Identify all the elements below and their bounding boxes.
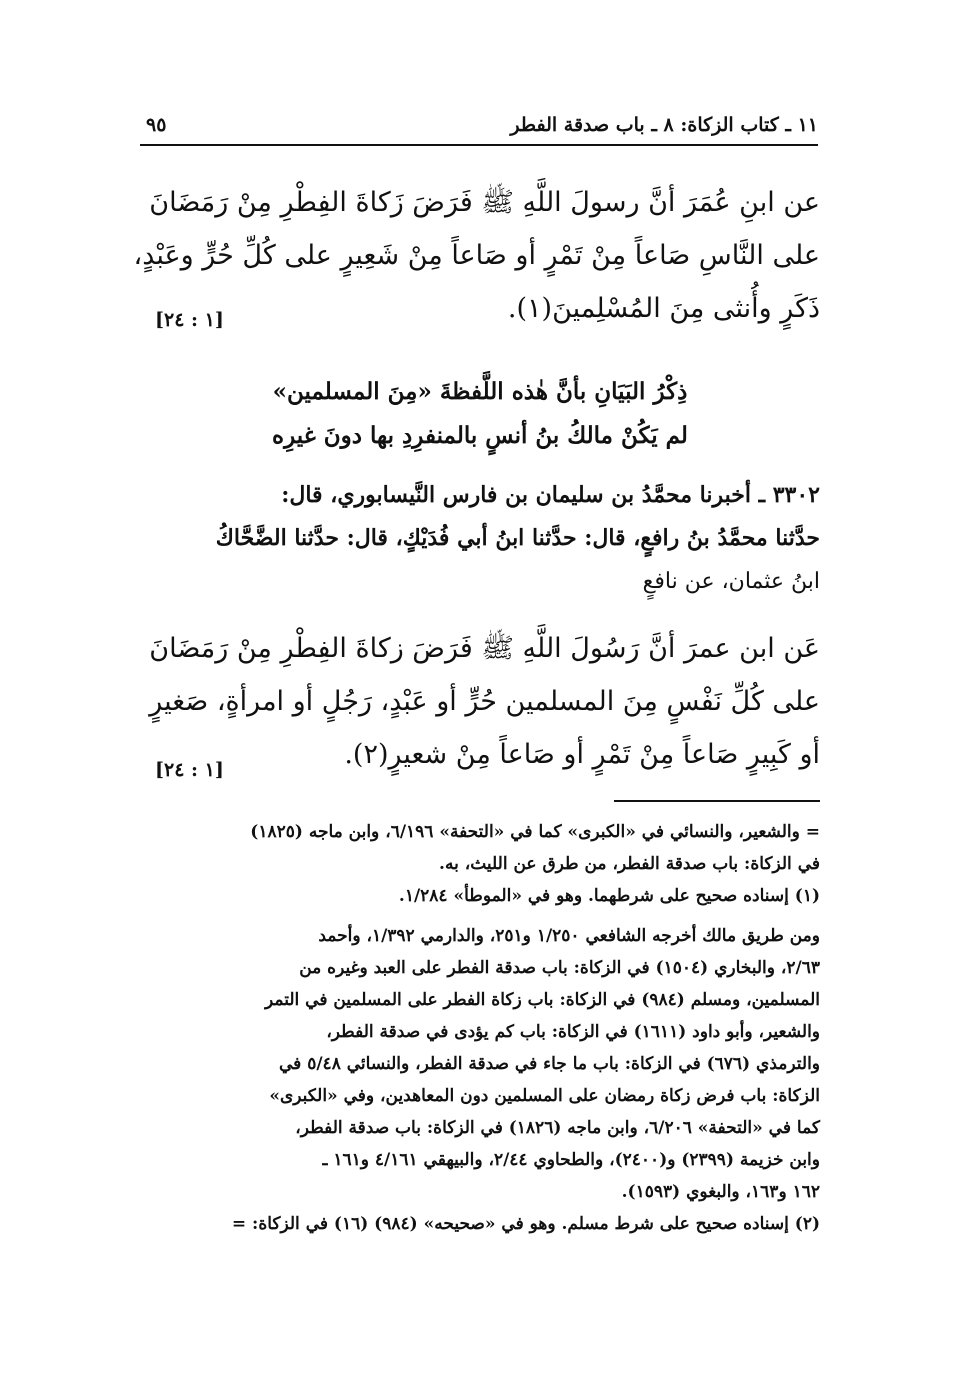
hadith-3301-text [133, 176, 820, 335]
hadith-reference: [١ : ٢٤] [155, 759, 224, 781]
footnote-gap [140, 912, 820, 920]
footnote-1-line: ومن طريق مالك أخرجه الشافعي ١/٢٥٠ و٢٥١، والدارمي ١/٣٩٢، وأحمد [318, 926, 820, 946]
footnote-1-line: والشعير، وأبو داود (١٦١١) في الزكاة: باب كم يؤدى في صدقة الفطر، [326, 1022, 820, 1042]
footnote-1-line: ٢/٦٣، والبخاري (١٥٠٤) في الزكاة: باب صدقة الفطر على العبد وغيره من [299, 958, 820, 978]
footnotes [140, 816, 820, 1240]
hadith-line: عَن ابن عمرَ أنَّ رَسُولَ اللَّهِ ﷺ فَرَضَ زكاةَ الفِطْرِ مِنْ رَمَضَانَ [149, 633, 820, 664]
footnote-line: = والشعير، والنسائي في «الكبرى» كما في «التحفة» ٦/١٩٦، وابن ماجه (١٨٢٥) [250, 822, 820, 842]
hadith-3302-text [140, 622, 820, 781]
footnote-1-line: المسلمين، ومسلم (٩٨٤) في الزكاة: باب زكاة الفطر على المسلمين في التمر [264, 990, 820, 1010]
footnote-1-line: كما في «التحفة» ٦/٢٠٦، وابن ماجه (١٨٢٦) في الزكاة: باب صدقة الفطر، [295, 1118, 820, 1138]
page-number: ٩٥ [146, 114, 167, 136]
footnote-1-line: ١٦٢ و١٦٣، والبغوي (١٥٩٣). [621, 1182, 820, 1202]
footnote-separator [614, 800, 820, 802]
chapter-heading-line: لم يَكُنْ مالكُ بنُ أنسٍ بالمنفرِدِ بها دونَ غيرِه [272, 422, 688, 449]
footnote-1-line: الزكاة: باب فرض زكاة رمضان على المسلمين دون المعاهدين، وفي «الكبرى» [269, 1086, 820, 1106]
footnote-1-line: والترمذي (٦٧٦) في الزكاة: باب ما جاء في صدقة الفطر، والنسائي ٥/٤٨ في [279, 1054, 820, 1074]
footnote-1-line: وابن خزيمة (٢٣٩٩) و(٢٤٠٠)، والطحاوي ٢/٤٤، والبيهقي ٤/١٦١ و١٦١ ـ [322, 1150, 820, 1170]
isnad-3302 [140, 474, 820, 603]
isnad-line: ابنُ عثمان، عن نافعٍ [642, 569, 820, 594]
running-header [140, 108, 818, 146]
hadith-reference: [١ : ٢٤] [155, 309, 224, 331]
footnote-1-line: (١) إسناده صحيح على شرطهما. وهو في «الموطأ» ١/٢٨٤. [398, 886, 820, 906]
header-title: ١١ ـ كتاب الزكاة: ٨ ـ باب صدقة الفطر [510, 114, 818, 136]
hadith-line: عن ابنِ عُمَرَ أنَّ رسولَ اللَّهِ ﷺ فَرَضَ زَكاةَ الفِطْرِ مِنْ رَمَضَانَ [149, 187, 820, 218]
hadith-line: على النَّاسِ صَاعاً مِنْ تَمْرٍ أو صَاعاً مِنْ شَعِيرٍ على كُلِّ حُرٍّ وعَبْدٍ، [133, 240, 820, 271]
hadith-line: ذَكَرٍ وأُنثى مِنَ المُسْلِمينَ(١). [507, 293, 820, 324]
isnad-line: ٣٣٠٢ ـ أخبرنا محمَّدُ بن سليمان بن فارس النَّيسابوري، قال: [281, 482, 820, 508]
footnote-2-line: (٢) إسناده صحيح على شرط مسلم. وهو في «صحيحه» (٩٨٤) (١٦) في الزكاة: = [231, 1214, 820, 1234]
chapter-heading-line: ذِكْرُ البَيَانِ بأنَّ هٰذه اللَّفظةَ «مِنَ المسلمين» [272, 378, 688, 405]
chapter-heading [140, 370, 820, 458]
isnad-line: حدَّثنا محمَّدُ بنُ رافعٍ، قال: حدَّثنا ابنُ أبي فُدَيْكٍ، قال: حدَّثنا الضَّحَّاكُ [215, 525, 820, 551]
hadith-line: أو كَبِيرٍ صَاعاً مِنْ تَمْرٍ أو صَاعاً مِنْ شعيرٍ(٢). [344, 739, 820, 770]
hadith-line: على كُلِّ نَفْسٍ مِنَ المسلمين حُرٍّ أو عَبْدٍ، رَجُلٍ أو امرأةٍ، صَغيرٍ [149, 686, 820, 717]
footnote-line: في الزكاة: باب صدقة الفطر، من طرق عن الليث، به. [439, 854, 820, 874]
